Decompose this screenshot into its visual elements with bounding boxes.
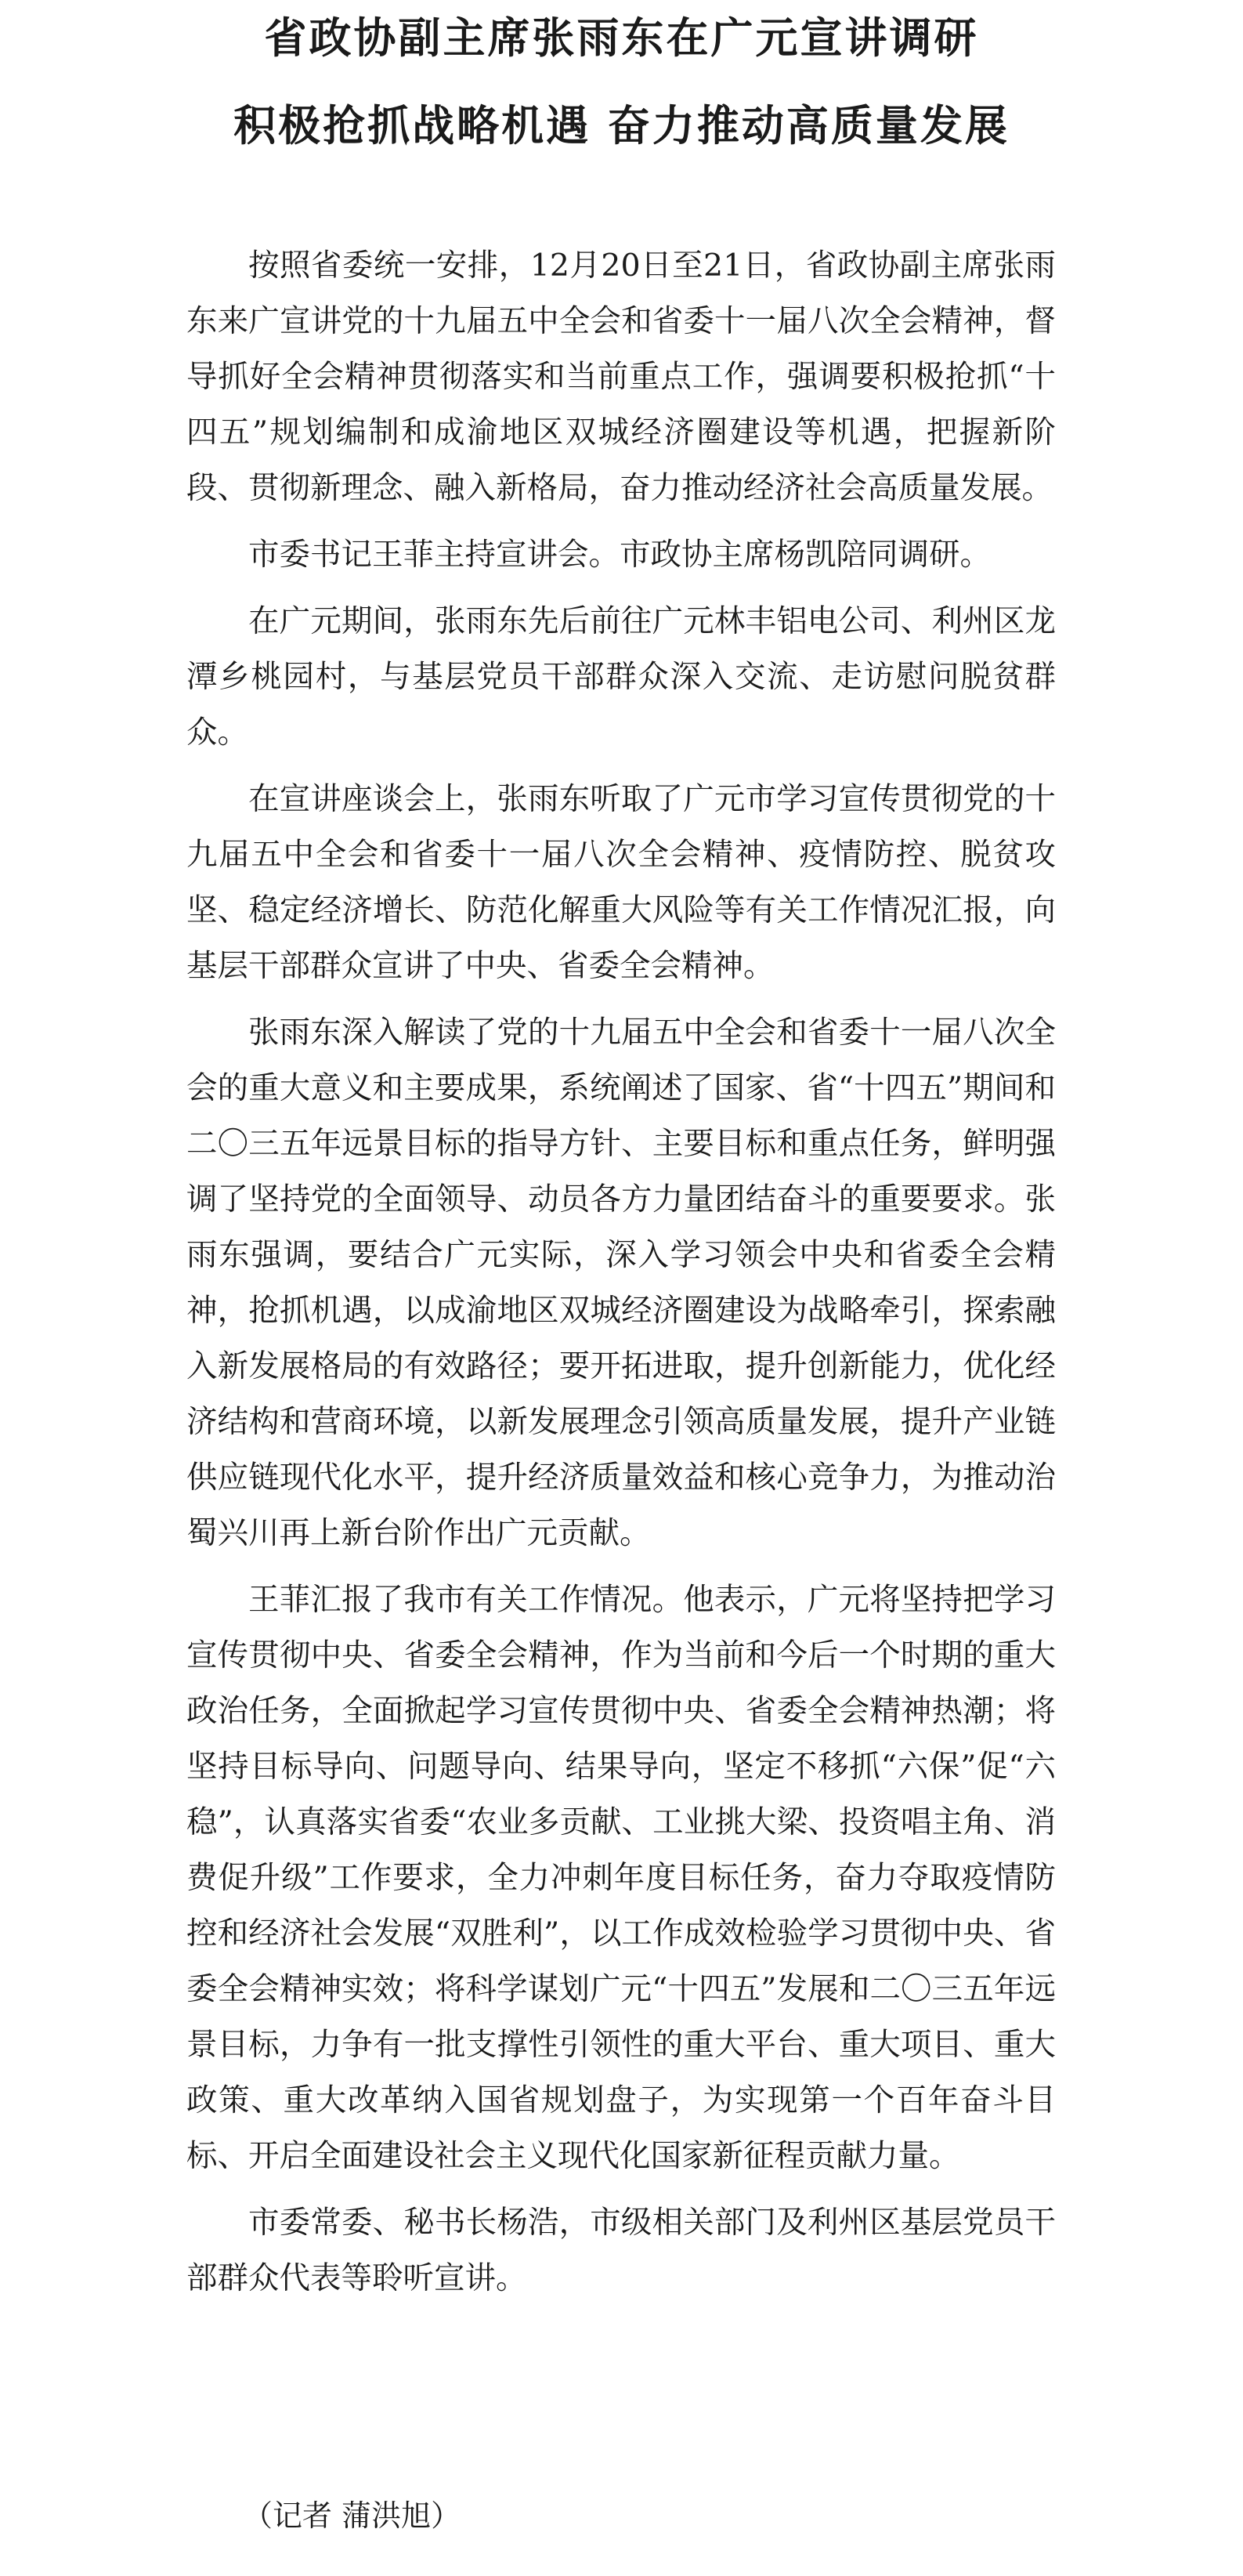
paragraph-1: 按照省委统一安排，12月20日至21日，省政协副主席张雨东来广宣讲党的十九届五中全会和省委十一届八次全会精神，督导抓好全会精神贯彻落实和当前重点工作，强调要积极抢抓“十四五”规划编制和成渝地区双城经济圈建设等机遇，把握新阶段、贯彻新理念、融入新格局，奋力推动经济社会高质量发展。 (186, 248, 1056, 506)
paragraph-2: 市委书记王菲主持宣讲会。市政协主席杨凯陪同调研。 (248, 537, 991, 573)
paragraph-4: 在宣讲座谈会上，张雨东听取了广元市学习宣传贯彻党的十九届五中全会和省委十一届八次全会精神、疫情防控、脱贫攻坚、稳定经济增长、防范化解重大风险等有关工作情况汇报，向基层干部群众宣讲了中央、省委全会精神。 (186, 781, 1056, 984)
headline-line-2: 积极抢抓战略机遇 奋力推动高质量发展 (233, 101, 1010, 150)
paragraph-3: 在广元期间，张雨东先后前往广元林丰铝电公司、利州区龙潭乡桃园村，与基层党员干部群众深入交流、走访慰问脱贫群众。 (186, 603, 1056, 751)
reporter-byline: （记者 蒲洪旭） (243, 2498, 461, 2533)
paragraph-5: 张雨东深入解读了党的十九届五中全会和省委十一届八次全会的重大意义和主要成果，系统阐述了国家、省“十四五”期间和二〇三五年远景目标的指导方针、主要目标和重点任务，鲜明强调了坚持党的全面领导、动员各方力量团结奋斗的重要要求。张雨东强调，要结合广元实际，深入学习领会中央和省委全会精神，抢抓机遇，以成渝地区双城经济圈建设为战略牵引，探索融入新发展格局的有效路径；要开拓进取，提升创新能力，优化经济结构和营商环境，以新发展理念引领高质量发展，提升产业链供应链现代化水平，提升经济质量效益和核心竞争力，为推动治蜀兴川再上新台阶作出广元贡献。 (186, 1015, 1056, 1551)
headline-line-1: 省政协副主席张雨东在广元宣讲调研 (264, 13, 979, 63)
paragraph-6: 王菲汇报了我市有关工作情况。他表示，广元将坚持把学习宣传贯彻中央、省委全会精神，作为当前和今后一个时期的重大政治任务，全面掀起学习宣传贯彻中央、省委全会精神热潮；将坚持目标导向、问题导向、结果导向，坚定不移抓“六保”促“六稳”，认真落实省委“农业多贡献、工业挑大梁、投资唱主角、消费促升级”工作要求，全力冲刺年度目标任务，奋力夺取疫情防控和经济社会发展“双胜利”，以工作成效检验学习贯彻中央、省委全会精神实效；将科学谋划广元“十四五”发展和二〇三五年远景目标，力争有一批支撑性引领性的重大平台、重大项目、重大政策、重大改革纳入国省规划盘子，为实现第一个百年奋斗目标、开启全面建设社会主义现代化国家新征程贡献力量。 (186, 1582, 1056, 2174)
paragraph-7: 市委常委、秘书长杨浩，市级相关部门及利州区基层党员干部群众代表等聆听宣讲。 (186, 2205, 1056, 2296)
article-body (186, 238, 1056, 2317)
